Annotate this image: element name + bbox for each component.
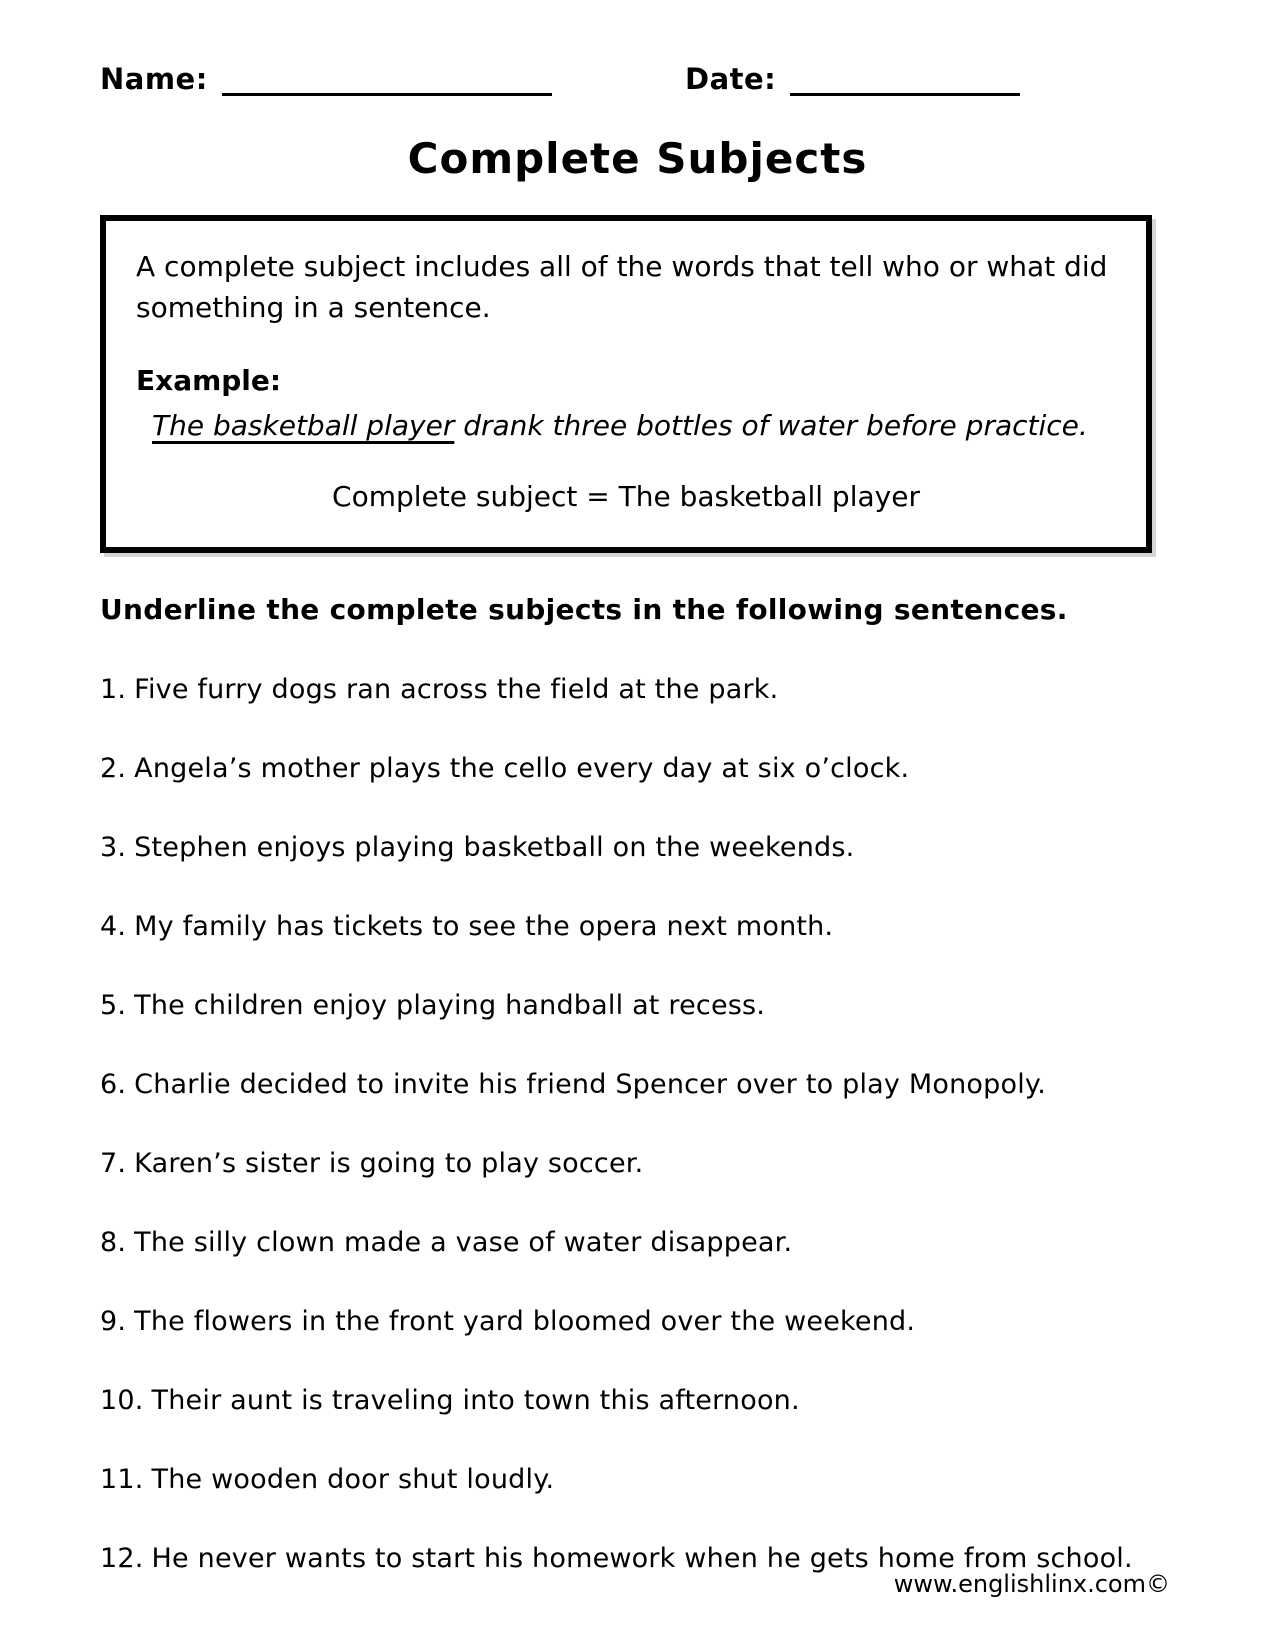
sentence-item-2	[100, 753, 1175, 784]
sentence-text: Five furry dogs ran across the field at the park.	[134, 674, 779, 706]
sentence-item-1	[100, 674, 1175, 705]
definition-text: A complete subject includes all of the words that tell who or what did something in a sentence.	[136, 250, 1108, 324]
sentence-item-8	[100, 1227, 1175, 1258]
date-field-group	[685, 62, 1020, 96]
date-blank-line[interactable]	[790, 62, 1020, 96]
sentence-number: 8.	[100, 1227, 127, 1259]
sentence-item-5	[100, 990, 1175, 1021]
sentence-text: Karen’s sister is going to play soccer.	[134, 1148, 644, 1180]
sentence-number: 4.	[100, 911, 127, 943]
sentence-number: 10.	[100, 1385, 144, 1417]
sentence-item-4	[100, 911, 1175, 942]
name-blank-line[interactable]	[222, 62, 552, 96]
sentence-item-3	[100, 832, 1175, 863]
sentence-item-7	[100, 1148, 1175, 1179]
sentence-list	[100, 674, 1175, 1574]
sentence-item-6	[100, 1069, 1175, 1100]
sentence-number: 7.	[100, 1148, 127, 1180]
sentence-number: 9.	[100, 1306, 127, 1338]
sentence-text: He never wants to start his homework when he gets home from school.	[151, 1543, 1133, 1575]
name-field-group	[100, 62, 630, 96]
definition-box	[100, 215, 1152, 553]
sentence-text: The wooden door shut loudly.	[151, 1464, 555, 1496]
example-sentence	[136, 409, 1116, 442]
sentence-text: My family has tickets to see the opera next month.	[134, 911, 834, 943]
sentence-item-11	[100, 1464, 1175, 1495]
sentence-text: Their aunt is traveling into town this afternoon.	[151, 1385, 800, 1417]
page-title: Complete Subjects	[407, 134, 868, 183]
example-label: Example:	[136, 364, 282, 398]
sentence-text: The silly clown made a vase of water disappear.	[134, 1227, 793, 1259]
instruction-text: Underline the complete subjects in the following sentences.	[100, 593, 1068, 627]
footer-website: www.englishlinx.com©	[893, 1570, 1170, 1598]
sentence-number: 12.	[100, 1543, 144, 1575]
sentence-item-9	[100, 1306, 1175, 1337]
date-label: Date:	[685, 62, 777, 96]
sentence-number: 11.	[100, 1464, 144, 1496]
sentence-item-10	[100, 1385, 1175, 1416]
sentence-number: 1.	[100, 674, 127, 706]
sentence-number: 6.	[100, 1069, 127, 1101]
sentence-number: 2.	[100, 753, 127, 785]
sentence-number: 3.	[100, 832, 127, 864]
example-answer: Complete subject = The basketball player	[332, 480, 920, 514]
sentence-text: The flowers in the front yard bloomed over the weekend.	[134, 1306, 916, 1338]
sentence-text: Angela’s mother plays the cello every day at six o’clock.	[134, 753, 910, 785]
example-sentence-rest: drank three bottles of water before practice.	[454, 409, 1088, 443]
sentence-text: Stephen enjoys playing basketball on the weekends.	[134, 832, 855, 864]
sentence-text: The children enjoy playing handball at recess.	[134, 990, 766, 1022]
sentence-text: Charlie decided to invite his friend Spencer over to play Monopoly.	[134, 1069, 1047, 1101]
example-subject-underlined: The basketball player	[152, 409, 455, 443]
name-label: Name:	[100, 62, 208, 96]
header-row	[100, 62, 1175, 96]
sentence-number: 5.	[100, 990, 127, 1022]
